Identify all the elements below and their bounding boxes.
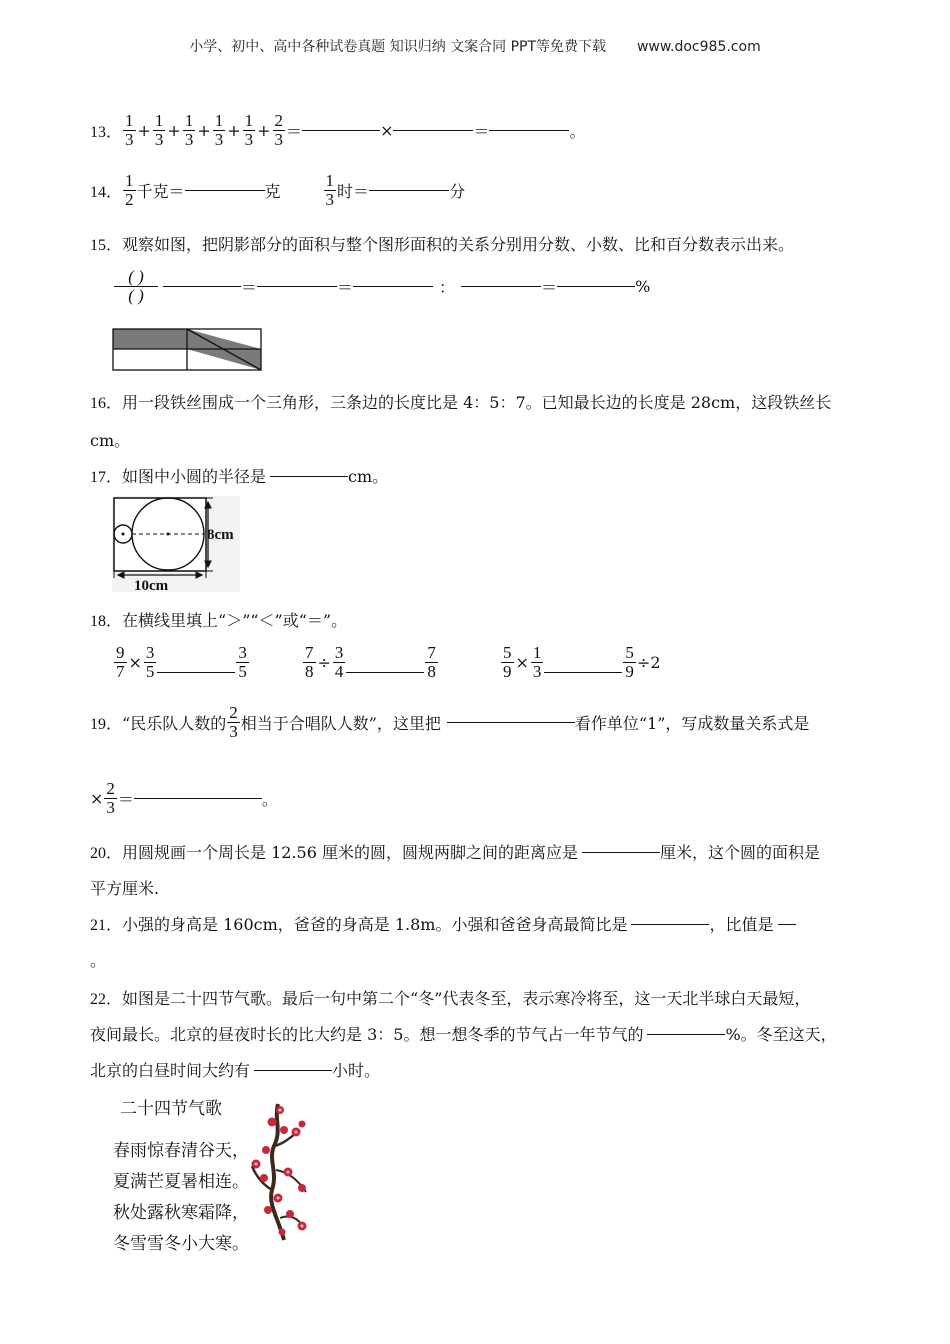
- fraction: $\frac{2}{3}$: [229, 703, 238, 741]
- q22-number: 22．: [90, 991, 123, 1008]
- question-16: 16．用一段铁丝围成一个三角形，三条边的长度比是 4：5：7。已知最长边的长度是 28cm，这段铁丝长: [90, 393, 832, 412]
- q21-line2: 。: [90, 951, 107, 970]
- width-label: 10cm: [134, 578, 169, 592]
- plum-blossom-illustration: [244, 1100, 314, 1246]
- answer-blank[interactable]: [346, 671, 424, 673]
- q19-number: 19．: [90, 715, 123, 733]
- answer-blank[interactable]: [544, 671, 622, 673]
- fraction: $\frac{7}{8}$: [305, 643, 314, 681]
- answer-blank[interactable]: [163, 285, 241, 287]
- answer-blank[interactable]: [302, 129, 380, 131]
- q13-number: 13．: [90, 123, 123, 141]
- answer-blank[interactable]: [447, 721, 575, 723]
- question-21: 21． 小强的身高是 160cm，爸爸的身高是 1.8m。小强和爸爸身高最简比是 ，比值是: [90, 912, 796, 935]
- answer-blank[interactable]: [185, 189, 265, 191]
- fraction: $\frac{1}{3}$: [125, 111, 134, 149]
- fraction: $\frac{3}{5}$: [145, 643, 155, 681]
- poem-line: 春雨惊春清谷天，: [113, 1141, 249, 1161]
- question-14: 14． $\frac{1}{2}$ 千克＝ 克 $\frac{1}{3}$ 时＝ 分: [90, 171, 466, 209]
- q17-number: 17．: [90, 469, 123, 486]
- q20-number: 20．: [90, 845, 123, 862]
- fraction: $\frac{2}{3}$: [274, 111, 284, 149]
- answer-blank[interactable]: [393, 129, 473, 131]
- header-url: www.doc985.com: [636, 39, 761, 55]
- q21-number: 21．: [90, 917, 123, 934]
- question-20: 20． 用圆规画一个周长是 12.56 厘米的圆，圆规两脚之间的距离应是 厘米，这个圆的面积是: [90, 840, 820, 863]
- fraction: $\frac{2}{3}$: [106, 779, 115, 817]
- q14-number: 14．: [90, 183, 123, 201]
- q19-line2: × $\frac{2}{3}$ ＝ 。: [90, 779, 278, 817]
- question-18: 18．在横线里填上“＞”“＜”或“＝”。: [90, 611, 348, 630]
- fraction: $\frac{1}{3}$: [325, 171, 335, 209]
- answer-blank[interactable]: [134, 797, 262, 799]
- question-13: 13． $\frac{1}{3}$ + $\frac{1}{3}$ + $\frac{1}{3}$ + $\frac{1}{3}$ + $\frac{1}{3}$ + $\frac{2}{3}$ ＝ × ＝ 。: [90, 111, 586, 149]
- header-text: 小学、初中、高中各种试卷真题 知识归纳 文案合同 PPT等免费下载: [189, 39, 607, 55]
- question-17: 17． 如图中小圆的半径是 cm。: [90, 464, 388, 487]
- answer-blank[interactable]: [369, 189, 449, 191]
- circles-in-rectangle-figure: [112, 496, 240, 592]
- q16-number: 16．: [90, 395, 123, 412]
- shaded-rectangle-figure: [112, 328, 264, 372]
- height-label: 8cm: [207, 527, 234, 543]
- question-15: [90, 232, 794, 255]
- q15-answer-row: $\frac{( )}{( )}$ ＝ ＝ ： ＝ %: [113, 268, 650, 305]
- fraction: $\frac{1}{3}$: [184, 111, 194, 149]
- q15-text: 观察如图，把阴影部分的面积与整个图形面积的关系分别用分数、小数、比和百分数表示出来。: [122, 235, 795, 254]
- page-header: [0, 36, 950, 56]
- answer-blank[interactable]: [254, 1069, 332, 1071]
- shaded-left-cell: [113, 329, 187, 349]
- paren-fraction: $\frac{( )}{( )}$: [114, 268, 158, 305]
- answer-blank[interactable]: [778, 923, 796, 925]
- answer-blank[interactable]: [489, 129, 569, 131]
- poem-line: 夏满芒夏暑相连。: [113, 1172, 249, 1192]
- answer-blank[interactable]: [270, 475, 348, 477]
- fraction: $\frac{1}{3}$: [154, 111, 164, 149]
- q18-compare-b: $\frac{7}{8}$ ÷ $\frac{3}{4}$ $\frac{7}{8}$: [305, 643, 436, 681]
- q16-line2: cm。: [90, 431, 131, 450]
- question-22: 22．如图是二十四节气歌。最后一句中第二个“冬”代表冬至，表示寒冷将至，这一天北半球白天最短，: [90, 989, 811, 1008]
- fraction: $\frac{7}{8}$: [427, 643, 436, 681]
- answer-blank[interactable]: [647, 1033, 725, 1035]
- fraction: $\frac{9}{7}$: [116, 643, 125, 681]
- answer-blank[interactable]: [582, 851, 660, 853]
- poem-line: 冬雪雪冬小大寒。: [113, 1234, 249, 1254]
- fraction: $\frac{1}{2}$: [125, 171, 134, 209]
- q18-number: 18．: [90, 613, 123, 630]
- fraction: $\frac{5}{9}$: [503, 643, 512, 681]
- q22-line2: 夜间最长。北京的昼夜时长的比大约是 3：5。想一想冬季的节气占一年节气的 %。冬至这天，: [90, 1025, 837, 1044]
- fraction: $\frac{1}{3}$: [532, 643, 542, 681]
- shaded-triangle-top: [187, 329, 261, 349]
- question-19: 19． “民乐队人数的 $\frac{2}{3}$ 相当于合唱队人数”，这里把 看作单位“1”，写成数量关系式是: [90, 703, 810, 741]
- answer-blank[interactable]: [353, 285, 433, 287]
- answer-blank[interactable]: [461, 285, 541, 287]
- shaded-triangle-bottom: [187, 349, 261, 370]
- q18-compare-c: $\frac{5}{9}$ × $\frac{1}{3}$ $\frac{5}{9}$ ÷2: [503, 643, 661, 681]
- fraction: $\frac{1}{3}$: [244, 111, 254, 149]
- poem-body: [113, 1136, 249, 1260]
- poem-title: 二十四节气歌: [120, 1099, 222, 1119]
- fraction: $\frac{1}{3}$: [214, 111, 224, 149]
- fraction: $\frac{3}{4}$: [334, 643, 344, 681]
- answer-blank[interactable]: [631, 923, 709, 925]
- q22-line3: 北京的白昼时间大约有 小时。: [90, 1061, 381, 1080]
- answer-blank[interactable]: [157, 671, 235, 673]
- q20-line2: 平方厘米.: [90, 879, 160, 898]
- fraction: $\frac{5}{9}$: [625, 643, 634, 681]
- fraction: $\frac{3}{5}$: [238, 643, 247, 681]
- answer-blank[interactable]: [557, 285, 635, 287]
- answer-blank[interactable]: [257, 285, 337, 287]
- poem-line: 秋处露秋寒霜降，: [113, 1203, 249, 1223]
- q15-number: 15．: [90, 237, 123, 254]
- q18-compare-a: $\frac{9}{7}$ × $\frac{3}{5}$ $\frac{3}{5}$: [116, 643, 247, 681]
